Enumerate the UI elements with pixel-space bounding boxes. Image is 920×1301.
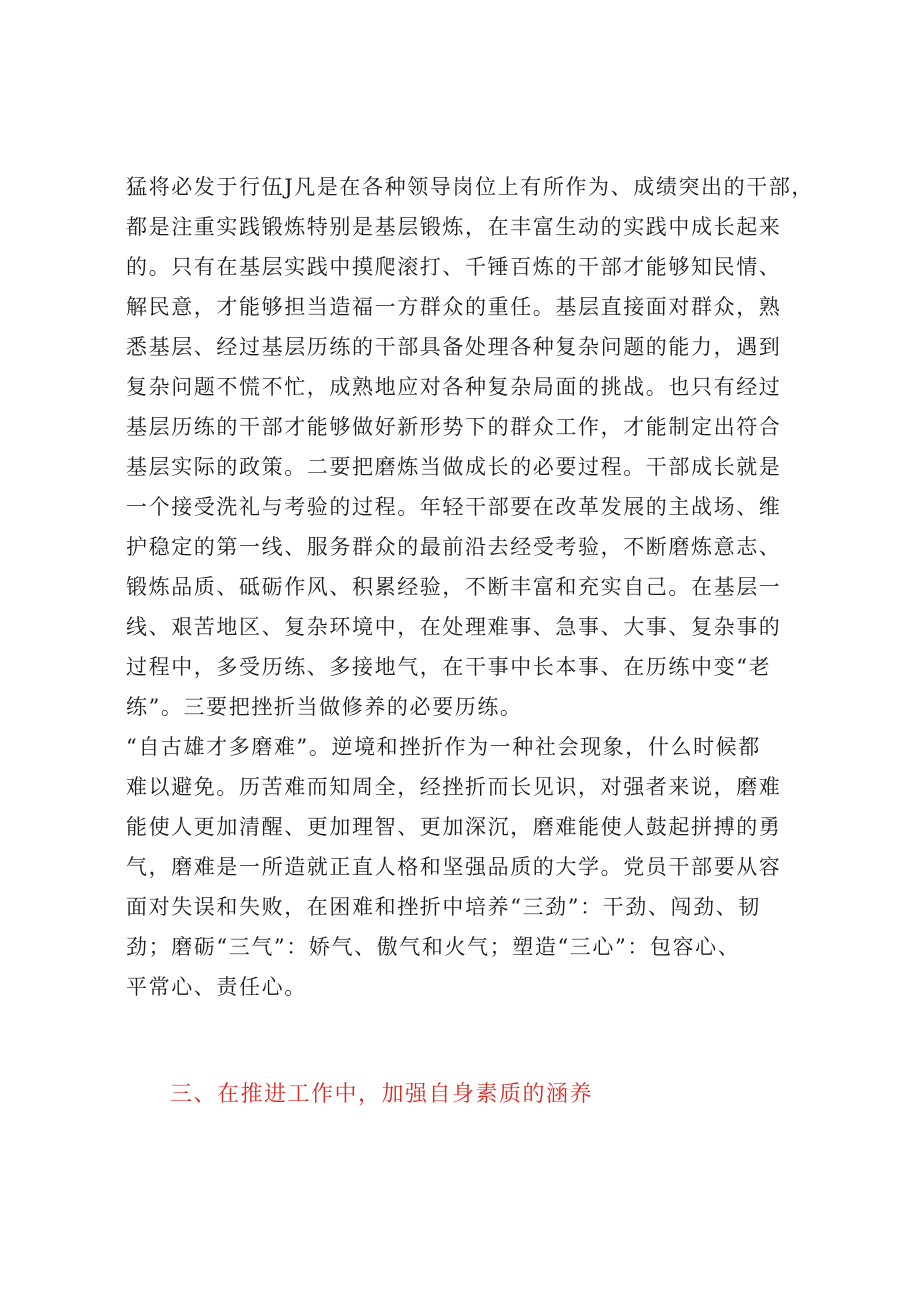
text-line: 过程中，多受历练、多接地气，在干事中长本事、在历练中变“老 [126,655,772,679]
text-line: 护稳定的第一线、服务群众的最前沿去经受考验，不断磨炼意志、 [126,535,782,559]
text-line: 一个接受洗礼与考验的过程。年轻干部要在改革发展的主战场、维 [126,495,782,519]
text-line: 的。只有在基层实践中摸爬滚打、千锤百炼的干部才能够知民情、 [126,255,782,279]
text-line: 猛将必发于行伍J凡是在各种领导岗位上有所作为、成绩突出的干部， [126,175,815,199]
section-heading: 三、在推进工作中，加强自身素质的涵养 [170,1082,594,1107]
text-line: 锻炼品质、砥砺作风、积累经验，不断丰富和充实自己。在基层一 [126,575,782,599]
text-line: 悉基层、经过基层历练的干部具备处理各种复杂问题的能力，遇到 [126,335,782,359]
text-line: 气，磨难是一所造就正直人格和坚强品质的大学。党员干部要从容 [126,855,782,879]
text-line: 都是注重实践锻炼特别是基层锻炼，在丰富生动的实践中成长起来 [126,215,782,239]
body-text [126,167,816,1007]
text-line: 难以避免。历苦难而知周全，经挫折而长见识，对强者来说，磨难 [126,775,782,799]
text-line: 能使人更加清醒、更加理智、更加深沉，磨难能使人鼓起拼搏的勇 [126,815,782,839]
text-line: 基层历练的干部才能够做好新形势下的群众工作，才能制定出符合 [126,415,782,439]
text-line: 练”。三要把挫折当做修养的必要历练。 [126,695,523,719]
text-line: 面对失误和失败，在困难和挫折中培养“三劲”：干劲、闯劲、韧 [126,895,761,919]
text-line: 基层实际的政策。二要把磨炼当做成长的必要过程。干部成长就是 [126,455,782,479]
text-line: 平常心、责任心。 [126,975,307,999]
text-line: 线、艰苦地区、复杂环境中，在处理难事、急事、大事、复杂事的 [126,615,782,639]
text-line: 劲；磨砺“三气”：娇气、傲气和火气；塑造“三心”：包容心、 [126,935,741,959]
text-line: 复杂问题不慌不忙，成熟地应对各种复杂局面的挑战。也只有经过 [126,375,782,399]
text-line: “自古雄才多磨难”。逆境和挫折作为一种社会现象，什么时候都 [126,735,761,759]
text-line: 解民意，才能够担当造福一方群众的重任。基层直接面对群众，熟 [126,295,782,319]
